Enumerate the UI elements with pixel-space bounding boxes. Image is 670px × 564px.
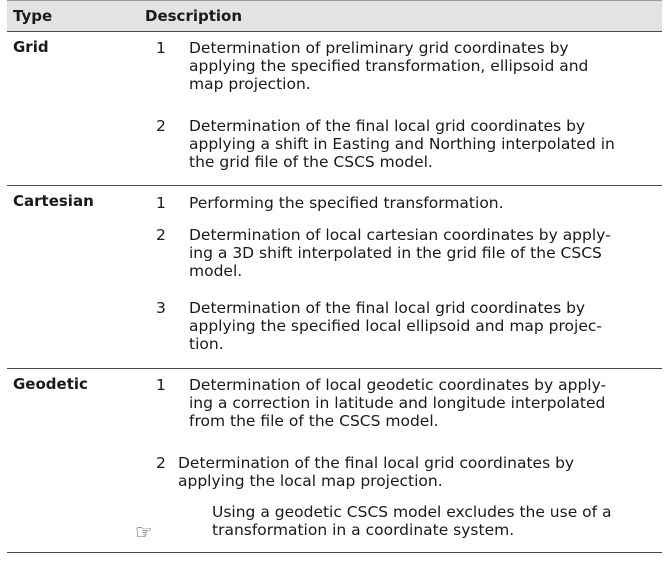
step-text (189, 226, 651, 280)
text-line: Using a geodetic CSCS model excludes the use of a (212, 503, 612, 521)
text-line: Determination of the final local grid coordinates by (189, 299, 586, 317)
text-line: map projection. (189, 75, 311, 93)
step-text (189, 39, 651, 93)
step-number: 1 (156, 376, 166, 394)
text-line: transformation in a coordinate system. (212, 521, 515, 539)
text-line: Determination of the final local grid coordinates by (189, 117, 586, 135)
cartesian-type-label: Cartesian (13, 192, 94, 210)
text-line: the grid file of the CSCS model. (189, 153, 433, 171)
text-line: applying the local map projection. (178, 472, 443, 490)
text-line: from the file of the CSCS model. (189, 412, 439, 430)
description-column-header: Description (145, 7, 243, 25)
step-number: 1 (156, 39, 166, 57)
text-line: model. (189, 262, 243, 280)
text-line: applying the specified local ellipsoid and map projec- (189, 317, 602, 335)
step-number: 2 (156, 454, 166, 472)
step-number: 2 (156, 226, 166, 244)
step-number: 1 (156, 194, 166, 212)
text-line: Determination of local cartesian coordinates by apply- (189, 226, 611, 244)
step-text (189, 376, 651, 430)
table-header (7, 0, 662, 32)
type-column-header: Type (13, 7, 53, 25)
note-text (212, 503, 652, 539)
grid-section (7, 32, 662, 186)
step-text (189, 299, 651, 353)
step-text (189, 194, 651, 212)
text-line: applying the specified transformation, ellipsoid and (189, 57, 589, 75)
geodetic-type-label: Geodetic (13, 375, 88, 393)
geodetic-section (7, 369, 662, 553)
text-line: ing a 3D shift interpolated in the grid file of the CSCS (189, 244, 602, 262)
step-number: 3 (156, 299, 166, 317)
step-text (178, 454, 648, 490)
step-number: 2 (156, 117, 166, 135)
text-line: tion. (189, 335, 224, 353)
text-line: ing a correction in latitude and longitude interpolated (189, 394, 606, 412)
coordinate-type-table (7, 0, 662, 553)
grid-type-label: Grid (13, 38, 49, 56)
text-line: Performing the specified transformation. (189, 194, 504, 212)
text-line: Determination of preliminary grid coordinates by (189, 39, 569, 57)
text-line: Determination of the final local grid coordinates by (178, 454, 575, 472)
cartesian-section (7, 186, 662, 369)
text-line: applying a shift in Easting and Northing interpolated in (189, 135, 615, 153)
step-text (189, 117, 651, 171)
text-line: Determination of local geodetic coordinates by apply- (189, 376, 607, 394)
pointing-hand-icon: ☞ (135, 520, 153, 544)
